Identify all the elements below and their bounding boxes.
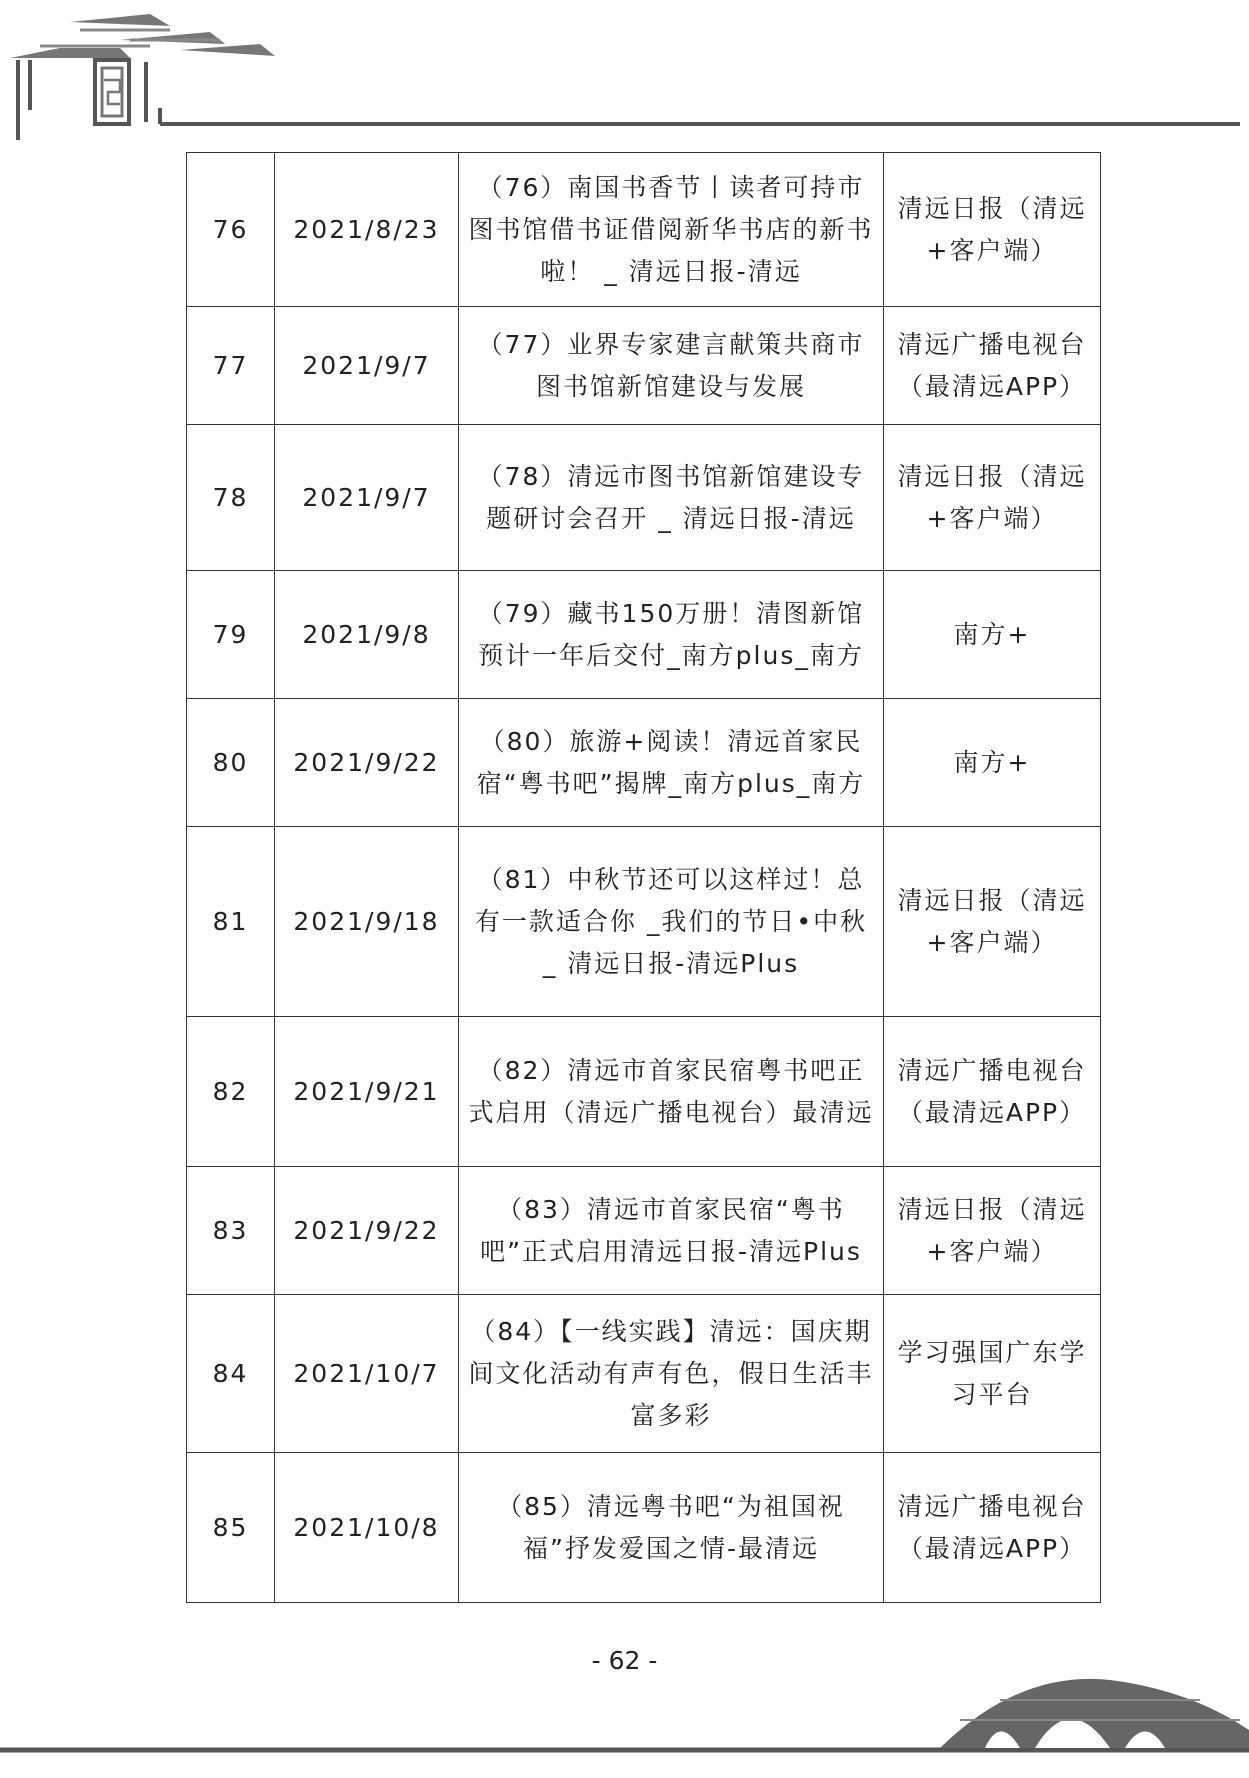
record-source: 清远日报（清远+客户端） — [884, 153, 1101, 307]
table-row — [187, 1453, 1101, 1603]
record-number: 77 — [187, 307, 275, 425]
record-title: （84）【一线实践】清远：国庆期间文化活动有声有色，假日生活丰富多彩 — [459, 1295, 884, 1453]
table-row — [187, 1295, 1101, 1453]
lattice-window-icon — [95, 60, 129, 124]
record-source: 清远广播电视台（最清远APP） — [884, 1453, 1101, 1603]
header-roof-decoration — [0, 0, 1249, 150]
record-number: 79 — [187, 571, 275, 699]
page-number: - 62 - — [591, 1646, 658, 1675]
record-title: （85）清远粤书吧“为祖国祝福”抒发爱国之情-最清远 — [459, 1453, 884, 1603]
record-title: （81）中秋节还可以这样过！总有一款适合你 _我们的节日•中秋 _ 清远日报-清远Plus — [459, 827, 884, 1017]
record-title: （76）南国书香节丨读者可持市图书馆借书证借阅新华书店的新书啦！ _ 清远日报-清远 — [459, 153, 884, 307]
table-row — [187, 699, 1101, 827]
record-number: 80 — [187, 699, 275, 827]
record-number: 78 — [187, 425, 275, 571]
record-date: 2021/9/7 — [275, 307, 459, 425]
table-row — [187, 571, 1101, 699]
record-number: 81 — [187, 827, 275, 1017]
record-date: 2021/10/8 — [275, 1453, 459, 1603]
record-date: 2021/9/8 — [275, 571, 459, 699]
record-number: 76 — [187, 153, 275, 307]
record-source: 清远日报（清远+客户端） — [884, 425, 1101, 571]
record-date: 2021/8/23 — [275, 153, 459, 307]
table-row — [187, 1017, 1101, 1167]
record-source: 清远广播电视台（最清远APP） — [884, 307, 1101, 425]
table-row — [187, 425, 1101, 571]
record-source: 学习强国广东学习平台 — [884, 1295, 1101, 1453]
record-title: （79）藏书150万册！清图新馆预计一年后交付_南方plus_南方 — [459, 571, 884, 699]
record-title: （83）清远市首家民宿“粤书吧”正式启用清远日报-清远Plus — [459, 1167, 884, 1295]
record-date: 2021/9/22 — [275, 699, 459, 827]
record-title: （78）清远市图书馆新馆建设专题研讨会召开 _ 清远日报-清远 — [459, 425, 884, 571]
table-row — [187, 153, 1101, 307]
record-date: 2021/10/7 — [275, 1295, 459, 1453]
record-source: 清远日报（清远+客户端） — [884, 1167, 1101, 1295]
record-title: （77）业界专家建言献策共商市图书馆新馆建设与发展 — [459, 307, 884, 425]
record-number: 83 — [187, 1167, 275, 1295]
record-number: 84 — [187, 1295, 275, 1453]
table-row — [187, 307, 1101, 425]
records-table — [186, 152, 1101, 1603]
record-number: 82 — [187, 1017, 275, 1167]
record-title: （82）清远市首家民宿粤书吧正式启用（清远广播电视台）最清远 — [459, 1017, 884, 1167]
record-source: 清远广播电视台（最清远APP） — [884, 1017, 1101, 1167]
table-row — [187, 1167, 1101, 1295]
table-row — [187, 827, 1101, 1017]
record-date: 2021/9/22 — [275, 1167, 459, 1295]
record-number: 85 — [187, 1453, 275, 1603]
arch-bridge-decoration — [0, 1660, 1249, 1778]
record-source: 南方+ — [884, 699, 1101, 827]
record-date: 2021/9/18 — [275, 827, 459, 1017]
record-title: （80）旅游+阅读！清远首家民宿“粤书吧”揭牌_南方plus_南方 — [459, 699, 884, 827]
record-source: 清远日报（清远+客户端） — [884, 827, 1101, 1017]
record-date: 2021/9/21 — [275, 1017, 459, 1167]
record-date: 2021/9/7 — [275, 425, 459, 571]
record-source: 南方+ — [884, 571, 1101, 699]
